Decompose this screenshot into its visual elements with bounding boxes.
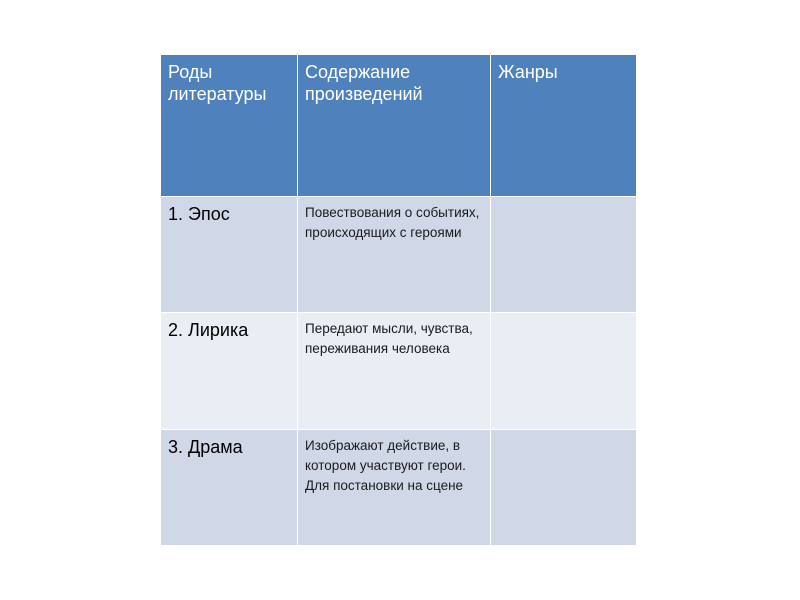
kind-label: 1. Эпос — [168, 204, 230, 224]
table-row — [161, 429, 637, 545]
literature-kinds-table — [160, 54, 637, 546]
header-genres-label: Жанры — [498, 62, 558, 82]
header-kinds-label: Роды литературы — [168, 62, 267, 104]
table-header-row — [161, 55, 637, 197]
content-text: Повествования о событиях, происходящих с героями — [305, 205, 480, 240]
content-text: Передают мысли, чувства, переживания человека — [305, 321, 473, 357]
genre-cell — [491, 197, 637, 313]
header-kinds — [161, 55, 298, 197]
content-cell — [298, 429, 491, 545]
table-row — [161, 313, 637, 429]
table-row — [161, 197, 637, 313]
kind-cell — [161, 313, 298, 429]
content-cell — [298, 313, 491, 429]
genre-cell — [491, 313, 637, 429]
content-text: Изображают действие, в котором участвуют герои. Для постановки на сцене — [305, 437, 466, 493]
kind-label: 3. Драма — [168, 436, 243, 457]
kind-label: 2. Лирика — [168, 320, 249, 341]
kind-cell — [161, 429, 298, 545]
content-cell — [298, 197, 491, 313]
header-genres — [491, 55, 637, 197]
header-content-label: Содержание произведений — [305, 62, 423, 104]
genre-cell — [491, 429, 637, 545]
header-content — [298, 55, 491, 197]
kind-cell — [161, 197, 298, 313]
